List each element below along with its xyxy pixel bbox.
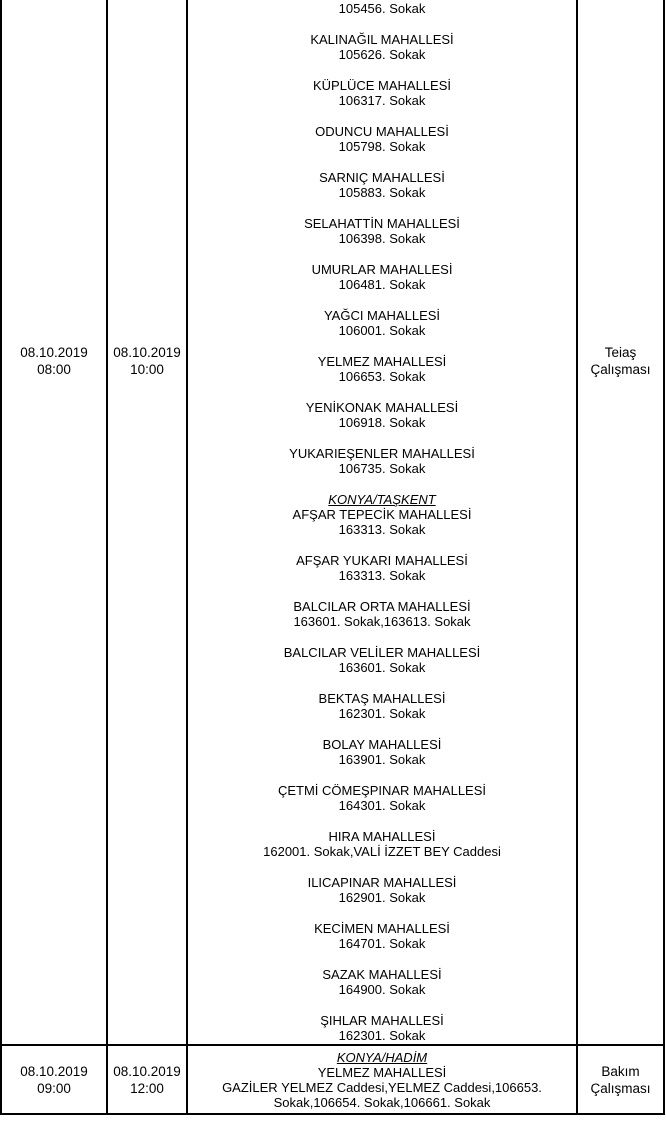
neighborhood-name: SAZAK MAHALLESİ [322, 967, 442, 982]
start-time: 09:00 [37, 1080, 71, 1096]
region-header: KONYA/HADİM [336, 1049, 428, 1065]
start-date: 08.10.2019 [20, 1063, 88, 1079]
street-list: 162901. Sokak [338, 890, 426, 905]
work-type-label: Bakım Çalışması [590, 1063, 651, 1096]
neighborhood-name: HIRA MAHALLESİ [328, 829, 436, 844]
street-list: GAZİLER YELMEZ Caddesi,YELMEZ Caddesi,106653. Sokak,106654. Sokak,106661. Sokak [222, 1079, 542, 1110]
neighborhood-name: KALINAĞIL MAHALLESİ [310, 32, 454, 47]
street-list: 105798. Sokak [338, 139, 426, 154]
start-time: 08:00 [37, 362, 71, 377]
location-entry [192, 1050, 572, 1110]
street-list: 164701. Sokak [338, 936, 426, 951]
location-entry [188, 1013, 576, 1043]
neighborhood-name: YENİKONAK MAHALLESİ [305, 400, 459, 415]
locations-cell [186, 1046, 576, 1113]
neighborhood-name: YUKARIEŞENLER MAHALLESİ [289, 446, 475, 461]
region-header: KONYA/TAŞKENT [328, 492, 436, 507]
street-list: 162001. Sokak,VALİ İZZET BEY Caddesi [263, 844, 501, 859]
end-date: 08.10.2019 [113, 1063, 181, 1079]
location-entry [188, 875, 576, 905]
street-list: 106735. Sokak [338, 461, 426, 476]
street-list: 105456. Sokak [338, 1, 426, 16]
work-type-cell [576, 0, 663, 1044]
location-entry [188, 308, 576, 338]
neighborhood-name: KECİMEN MAHALLESİ [314, 921, 450, 936]
location-entry [188, 446, 576, 476]
street-list: 162301. Sokak [338, 1028, 426, 1043]
street-list: 163313. Sokak [338, 568, 426, 583]
end-time: 10:00 [130, 362, 164, 377]
location-entry [188, 691, 576, 721]
street-list: 164900. Sokak [338, 982, 426, 997]
street-list: 106918. Sokak [338, 415, 426, 430]
location-entry [188, 645, 576, 675]
location-entry [188, 967, 576, 997]
location-entry [188, 1, 576, 16]
street-list: 162301. Sokak [338, 706, 426, 721]
street-list: 106398. Sokak [338, 231, 426, 246]
schedule-row-2 [2, 1044, 663, 1113]
location-entry [188, 78, 576, 108]
street-list: 106481. Sokak [338, 277, 426, 292]
work-type-label: Teiaş Çalışması [590, 345, 651, 377]
start-date: 08.10.2019 [20, 345, 88, 360]
location-entry [188, 124, 576, 154]
street-list: 163313. Sokak [338, 522, 426, 537]
neighborhood-name: BALCILAR VELİLER MAHALLESİ [283, 645, 481, 660]
neighborhood-name: BALCILAR ORTA MAHALLESİ [293, 599, 471, 614]
location-entry [188, 262, 576, 292]
neighborhood-name: AFŞAR YUKARI MAHALLESİ [296, 553, 468, 568]
neighborhood-name: YELMEZ MAHALLESİ [317, 1064, 447, 1080]
location-entry [188, 829, 576, 859]
work-type-cell [576, 1046, 663, 1113]
neighborhood-name: YELMEZ MAHALLESİ [317, 354, 447, 369]
neighborhood-name: SARNIÇ MAHALLESİ [319, 170, 445, 185]
neighborhood-name: ŞIHLAR MAHALLESİ [320, 1013, 444, 1028]
neighborhood-name: ÇETMİ CÖMEŞPINAR MAHALLESİ [277, 783, 487, 798]
location-entry [188, 599, 576, 629]
street-list: 163601. Sokak [338, 660, 426, 675]
start-datetime-cell [2, 1046, 106, 1113]
location-entry [188, 354, 576, 384]
street-list: 106317. Sokak [338, 93, 426, 108]
location-entry [188, 783, 576, 813]
location-entry [188, 492, 576, 537]
street-list: 106653. Sokak [338, 369, 426, 384]
neighborhood-name: SELAHATTİN MAHALLESİ [304, 216, 460, 231]
neighborhood-name: UMURLAR MAHALLESİ [311, 262, 453, 277]
neighborhood-name: ODUNCU MAHALLESİ [315, 124, 449, 139]
end-datetime-cell [106, 1046, 186, 1113]
end-datetime-cell [106, 0, 186, 1044]
end-date: 08.10.2019 [113, 345, 181, 360]
neighborhood-name: KÜPLÜCE MAHALLESİ [313, 78, 451, 93]
street-list: 163901. Sokak [338, 752, 426, 767]
end-time: 12:00 [130, 1080, 164, 1096]
location-entry [188, 737, 576, 767]
location-entry [188, 32, 576, 62]
street-list: 105883. Sokak [338, 185, 426, 200]
street-list: 106001. Sokak [338, 323, 426, 338]
schedule-row-1 [2, 0, 663, 1044]
street-list: 105626. Sokak [338, 47, 426, 62]
street-list: 164301. Sokak [338, 798, 426, 813]
location-entry [188, 170, 576, 200]
location-entry [188, 921, 576, 951]
location-entry [188, 400, 576, 430]
neighborhood-name: ILICAPINAR MAHALLESİ [307, 875, 457, 890]
neighborhood-name: AFŞAR TEPECİK MAHALLESİ [292, 507, 472, 522]
neighborhood-name: BEKTAŞ MAHALLESİ [318, 691, 446, 706]
neighborhood-name: BOLAY MAHALLESİ [322, 737, 442, 752]
street-list: 163601. Sokak,163613. Sokak [293, 614, 471, 629]
location-entry [188, 553, 576, 583]
start-datetime-cell [2, 0, 106, 1044]
location-entry [188, 216, 576, 246]
neighborhood-name: YAĞCI MAHALLESİ [323, 308, 441, 323]
locations-cell [186, 0, 576, 1044]
